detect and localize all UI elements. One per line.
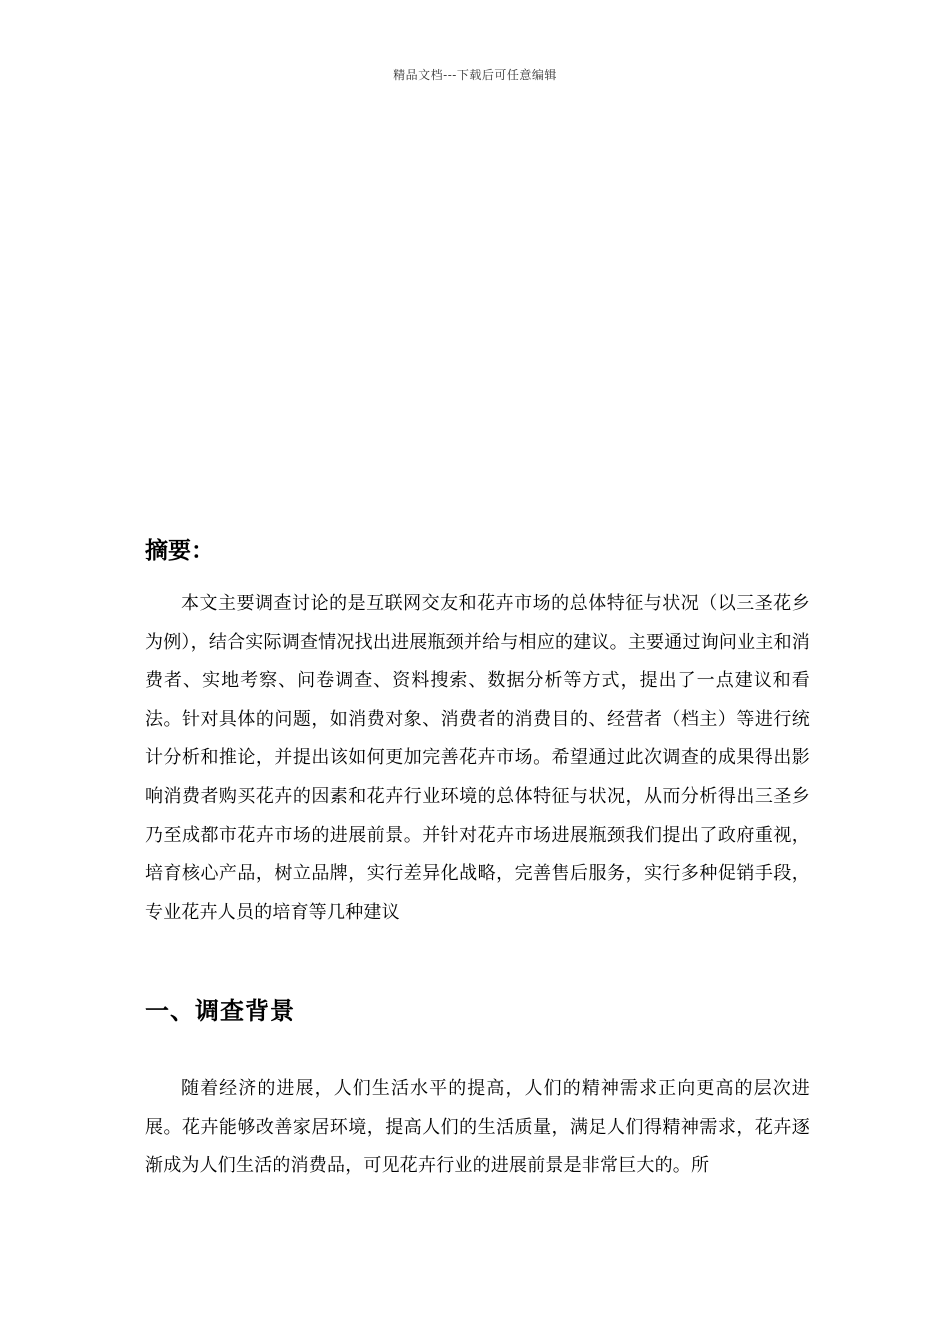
page-header: 精品文档---下载后可任意编辑 bbox=[393, 68, 557, 82]
abstract-title: 摘要： bbox=[145, 538, 214, 564]
section-paragraph-background: 随着经济的进展，人们生活水平的提高，人们的精神需求正向更高的层次进展。花卉能够改善家居环境，提高人们的生活质量，满足人们得精神需求，花卉逐渐成为人们生活的消费品，可见花卉行业的进展前景是非常巨大的。所 bbox=[145, 1078, 810, 1177]
section-title-background: 一、调查背景 bbox=[145, 997, 295, 1025]
abstract-paragraph: 本文主要调查讨论的是互联网交友和花卉市场的总体特征与状况（以三圣花乡为例），结合实际调查情况找出进展瓶颈并给与相应的建议。主要通过询问业主和消费者、实地考察、问卷调查、资料搜索、数据分析等方式，提出了一点建议和看法。针对具体的问题，如消费对象、消费者的消费目的、经营者（档主）等进行统计分析和推论，并提出该如何更加完善花卉市场。希望通过此次调查的成果得出影响消费者购买花卉的因素和花卉行业环境的总体特征与状况，从而分析得出三圣乡乃至成都市花卉市场的进展前景。并针对花卉市场进展瓶颈我们提出了政府重视，培育核心产品，树立品牌，实行差异化战略，完善售后服务，实行多种促销手段，专业花卉人员的培育等几种建议 bbox=[145, 593, 810, 923]
